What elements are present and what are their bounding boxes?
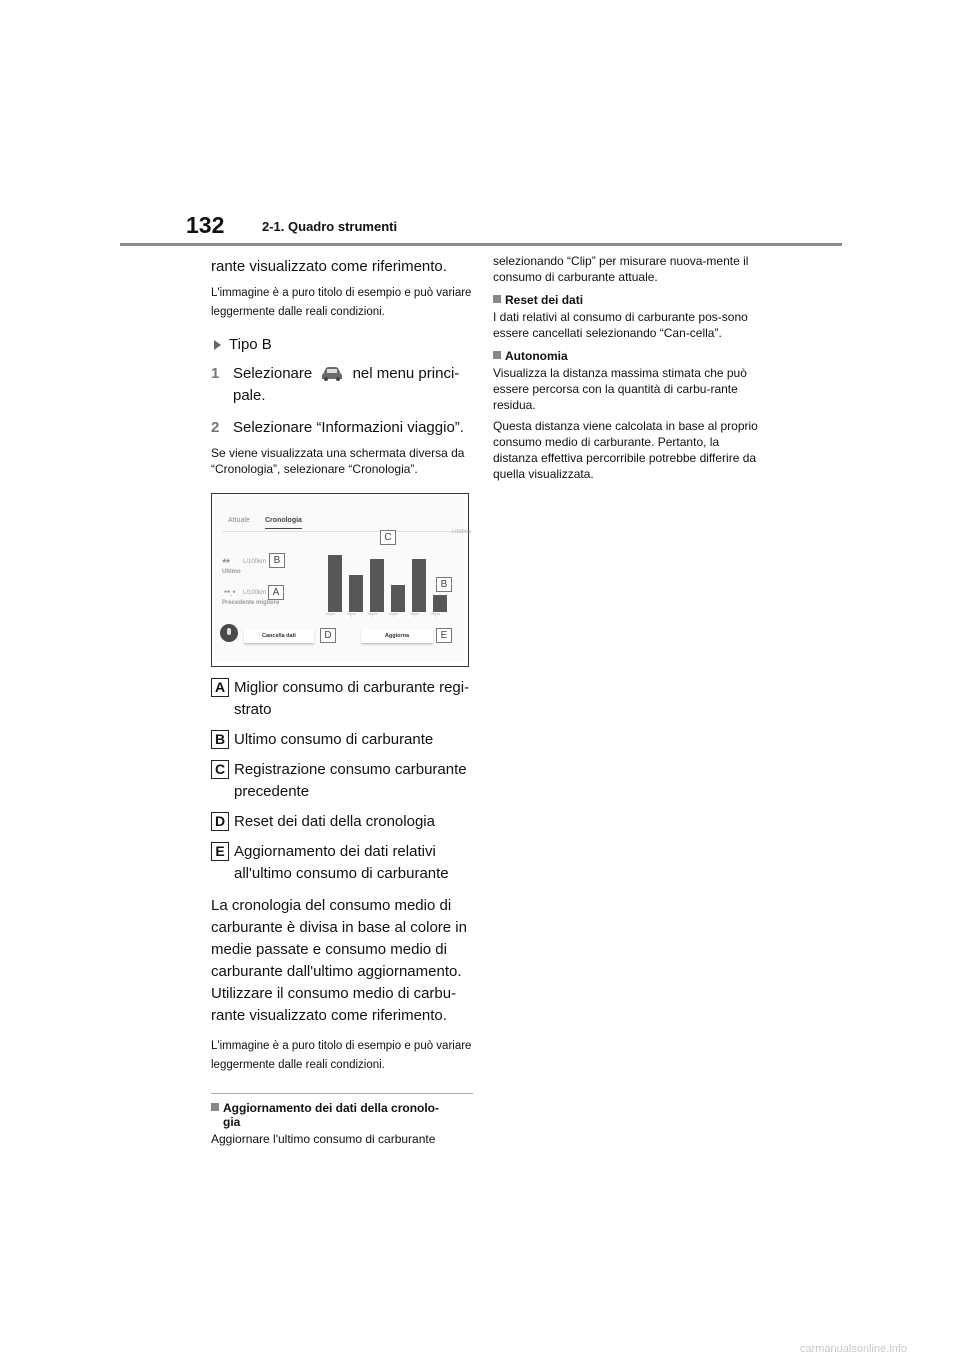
step-number: 2 — [211, 419, 220, 436]
step-text-cont: nel menu princi-pale. — [233, 365, 460, 404]
bar-label: **/** — [368, 613, 378, 619]
note-text: L'immagine è a puro titolo di esempio e può variare leggermente dalle reali condizioni. — [211, 287, 472, 318]
legend-key: B — [211, 730, 229, 749]
bar-label: **/** — [431, 613, 441, 619]
page-number: 132 — [186, 212, 225, 238]
history-bar — [349, 575, 363, 612]
square-bullet-icon — [493, 351, 501, 359]
step-number: 1 — [211, 365, 220, 382]
section-title: 2-1. Quadro strumenti — [262, 219, 398, 234]
callout-e: E — [436, 628, 452, 643]
last-unit: L/100km — [243, 559, 267, 565]
autonomia-text: Visualizza la distanza massima stimata che può essere percorsa con la quantità di carbu-rante residua. — [493, 366, 747, 412]
legend-list — [211, 677, 473, 885]
best-label: Precedente migliore — [222, 600, 280, 606]
callout-b: B — [269, 553, 285, 568]
note-text: L'immagine è a puro titolo di esempio e può variare leggermente dalle reali condizioni. — [211, 1040, 472, 1071]
axis-unit: L/100km — [452, 529, 472, 535]
intro-text: rante visualizzato come riferimento. — [211, 258, 447, 275]
legend-item-e — [211, 841, 473, 885]
cancella-dati-button[interactable]: Cancella dati — [244, 629, 314, 644]
step-2 — [211, 417, 473, 439]
header-rule — [120, 243, 842, 246]
history-bar — [391, 585, 405, 612]
legend-text: Registrazione consumo carburante precedente — [234, 761, 467, 800]
square-bullet-icon — [211, 1103, 219, 1111]
step-text: Selezionare — [233, 365, 313, 382]
legend-text: Aggiornamento dei dati relativi all'ultimo consumo di carburante — [234, 843, 449, 882]
callout-b-bar: B — [436, 577, 452, 592]
tab-divider — [222, 531, 462, 532]
tab-attuale[interactable]: Attuale — [228, 517, 250, 524]
last-label: Ultimo — [222, 569, 241, 575]
tipo-heading — [211, 336, 473, 353]
autonomia-heading: Autonomia — [493, 349, 763, 363]
callout-c: C — [380, 530, 396, 545]
reset-text: I dati relativi al consumo di carburante pos-sono essere cancellati selezionando “Can-cella”. — [493, 310, 748, 340]
last-value: ** — [222, 556, 230, 570]
sub-text: Aggiornare l'ultimo consumo di carburante — [211, 1132, 436, 1146]
history-bar — [328, 555, 342, 612]
left-column — [211, 256, 473, 1147]
legend-text: Ultimo consumo di carburante — [234, 731, 434, 748]
bar-label: **/** — [347, 613, 357, 619]
legend-item-b — [211, 729, 473, 751]
note-text: Se viene visualizzata una schermata diversa da “Cronologia”, selezionare “Cronologia”. — [211, 446, 465, 476]
legend-item-d — [211, 811, 473, 833]
step-1 — [211, 363, 473, 407]
right-paragraph: selezionando “Clip” per misurare nuova-mente il consumo di carburante attuale. — [493, 254, 749, 284]
right-column — [493, 253, 763, 482]
autonomia-text-2: Questa distanza viene calcolata in base al proprio consumo medio di carburante. Pertanto, la distanza effettiva percorribile potrebbe differire da quella visualizzata. — [493, 419, 758, 481]
history-bar — [370, 559, 384, 612]
triangle-bullet-icon — [214, 340, 221, 350]
step-text: Selezionare “Informazioni viaggio”. — [233, 419, 464, 436]
legend-text: Reset dei dati della cronologia — [234, 813, 435, 830]
tab-cronologia[interactable]: Cronologia — [265, 517, 302, 529]
bar-label: **/** — [326, 613, 336, 619]
history-paragraph: La cronologia del consumo medio di carburante è divisa in base al colore in medie passate e consumo medio di carburante dall'ultimo aggiornamento. Utilizzare il consumo medio di carbu-rante visualizzato come riferimento. — [211, 897, 467, 1024]
sub-heading: Aggiornamento dei dati della cronolo- gia — [211, 1101, 473, 1129]
best-value: **.* — [224, 589, 236, 598]
callout-a: A — [268, 585, 284, 600]
legend-key: E — [211, 842, 229, 861]
legend-key: C — [211, 760, 229, 779]
watermark: carmanualsonline.info — [800, 1343, 908, 1355]
separator — [211, 1093, 473, 1094]
legend-item-a — [211, 677, 473, 721]
history-bar — [433, 595, 447, 612]
car-icon — [320, 365, 344, 381]
best-unit: L/100km — [243, 590, 267, 596]
callout-d: D — [320, 628, 336, 643]
bar-label: **/** — [389, 613, 399, 619]
legend-key: D — [211, 812, 229, 831]
aggiorna-button[interactable]: Aggiorna — [361, 629, 433, 644]
legend-key: A — [211, 678, 229, 697]
tipo-label: Tipo B — [229, 336, 272, 353]
history-bar — [412, 559, 426, 612]
square-bullet-icon — [493, 295, 501, 303]
reset-heading: Reset dei dati — [493, 293, 763, 307]
legend-item-c — [211, 759, 473, 803]
legend-text: Miglior consumo di carburante regi-strato — [234, 679, 470, 718]
microphone-icon[interactable] — [220, 624, 238, 642]
screen-display — [214, 496, 472, 662]
bar-label: **/** — [410, 613, 420, 619]
screen-figure — [211, 493, 472, 667]
